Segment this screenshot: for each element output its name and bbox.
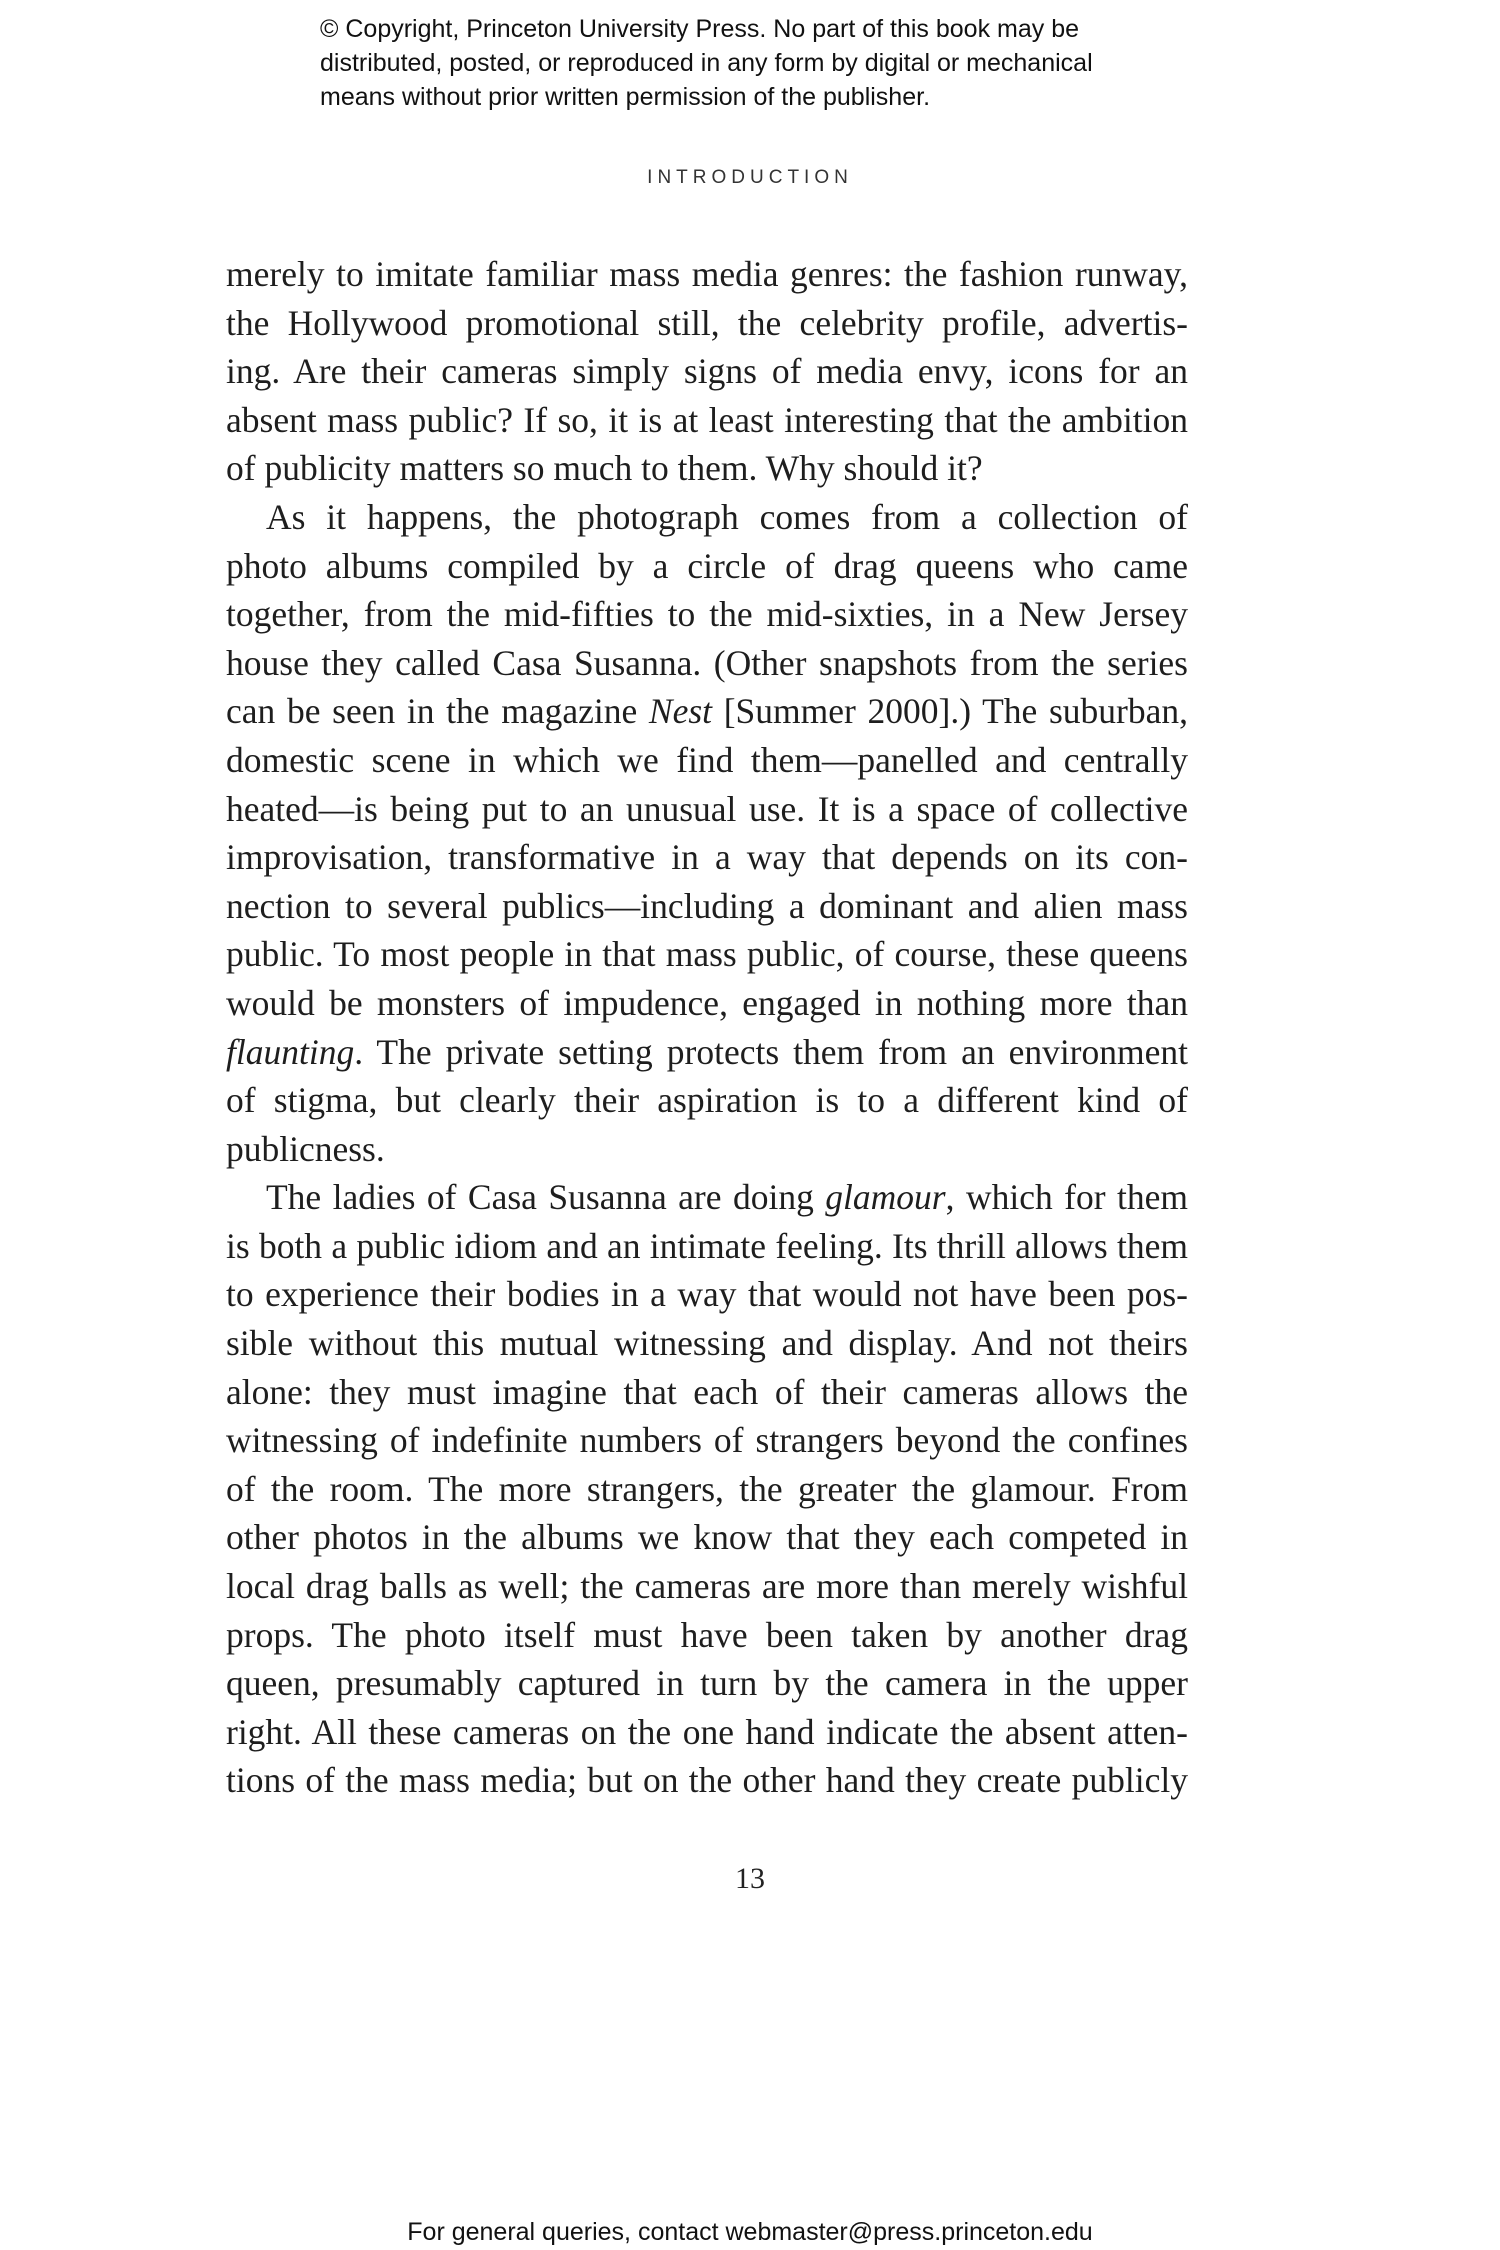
text-line — [226, 1173, 1188, 1222]
text-line: sible without this mutual witnessing and display. And not theirs — [226, 1323, 1188, 1364]
copyright-line: © Copyright, Princeton University Press. No part of this book may be — [320, 15, 1080, 43]
text-line: improvisation, transformative in a way that depends on its con- — [226, 837, 1188, 878]
text-line: absent mass public? If so, it is at least interesting that the ambition — [226, 399, 1188, 440]
page-number: 13 — [735, 1862, 765, 1895]
text-line: witnessing of indefinite numbers of strangers beyond the confines — [226, 1420, 1188, 1461]
magazine-title: Nest — [648, 691, 713, 732]
line-segment: The ladies of Casa Susanna are doing — [266, 1177, 826, 1218]
line-segment: can be seen in the magazine — [226, 691, 649, 732]
text-line: public. To most people in that mass public, of course, these queens — [226, 934, 1188, 975]
text-line: nection to several publics—including a dominant and alien mass — [226, 885, 1188, 926]
copyright-line: means without prior written permission of the publisher. — [320, 83, 931, 111]
text-line: ing. Are their cameras simply signs of media envy, icons for an — [226, 351, 1188, 392]
text-line: house they called Casa Susanna. (Other snapshots from the series — [226, 642, 1188, 683]
text-line: of stigma, but clearly their aspiration is to a different kind of — [226, 1080, 1188, 1121]
text-line: other photos in the albums we know that they each competed in — [226, 1517, 1188, 1558]
text-line: merely to imitate familiar mass media genres: the fashion runway, — [226, 254, 1188, 294]
text-line: photo albums compiled by a circle of drag queens who came — [226, 545, 1188, 586]
copyright-notice — [320, 12, 1220, 114]
running-head: INTRODUCTION — [647, 167, 853, 188]
text-line: publicness. — [226, 1128, 385, 1169]
emphasis-word: flaunting — [226, 1031, 355, 1072]
emphasis-word: glamour — [825, 1177, 946, 1218]
text-line: As it happens, the photograph comes from a collection of — [266, 496, 1188, 537]
line-segment: [Summer 2000].) The suburban, — [712, 691, 1188, 732]
text-line — [226, 687, 1188, 736]
text-line: domestic scene in which we find them—panelled and centrally — [226, 739, 1188, 780]
text-line: heated—is being put to an unusual use. It is a space of collective — [226, 788, 1188, 829]
text-line: tions of the mass media; but on the other hand they create publicly — [226, 1760, 1188, 1801]
text-line: the Hollywood promotional still, the celebrity profile, advertis- — [226, 302, 1188, 343]
text-line: would be monsters of impudence, engaged in nothing more than — [226, 982, 1188, 1023]
body-text — [226, 250, 1188, 1805]
copyright-line: distributed, posted, or reproduced in any form by digital or mechanical — [320, 49, 1093, 77]
text-line: props. The photo itself must have been taken by another drag — [226, 1614, 1188, 1655]
text-line: to experience their bodies in a way that would not have been pos- — [226, 1274, 1188, 1315]
line-segment: , which for them — [945, 1177, 1188, 1218]
footer-contact: For general queries, contact webmaster@press.princeton.edu — [407, 2218, 1093, 2246]
text-line: together, from the mid-fifties to the mid-sixties, in a New Jersey — [226, 594, 1188, 635]
text-line: is both a public idiom and an intimate feeling. Its thrill allows them — [226, 1225, 1188, 1266]
line-segment: . The private setting protects them from an environment — [354, 1031, 1188, 1072]
text-line: queen, presumably captured in turn by the camera in the upper — [226, 1663, 1188, 1704]
text-line — [226, 1028, 1188, 1077]
text-line: right. All these cameras on the one hand indicate the absent atten- — [226, 1711, 1188, 1752]
text-line: of the room. The more strangers, the greater the glamour. From — [226, 1468, 1188, 1509]
text-line: alone: they must imagine that each of their cameras allows the — [226, 1371, 1188, 1412]
text-line: of publicity matters so much to them. Why should it? — [226, 448, 983, 489]
text-line: local drag balls as well; the cameras are more than merely wishful — [226, 1566, 1188, 1607]
